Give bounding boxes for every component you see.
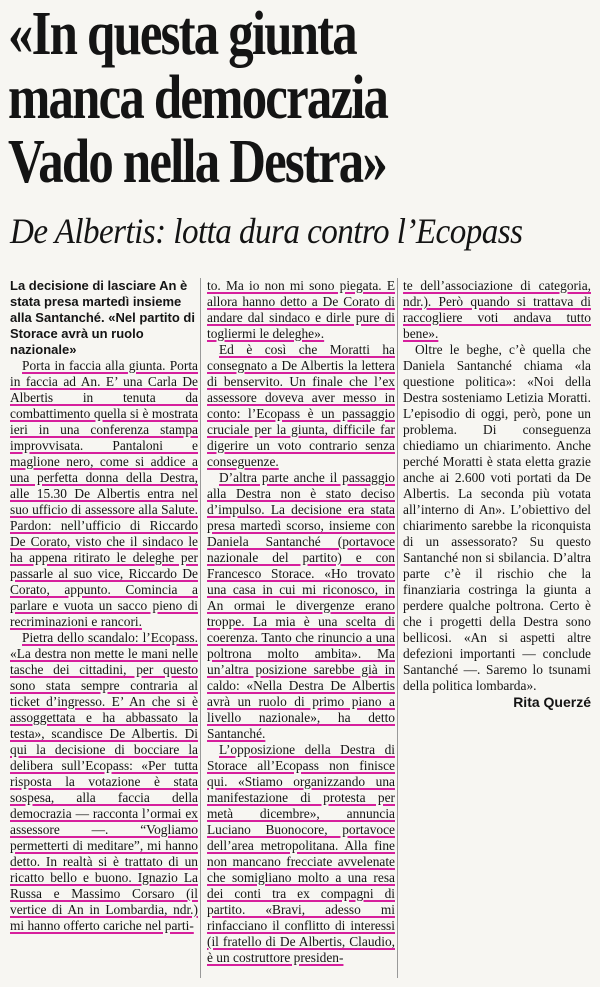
column-divider bbox=[200, 278, 201, 978]
paragraph: Oltre le beghe, c’è quella che Daniela Santanché chiama «la questione politica»: «Noi della Destra sosteniamo Letizia Moratti. L’episodio di oggi, però, pone un problema. Di conseguenza chiediamo un chiarimento. Anche perché Moratti è stata eletta grazie anche ai 2.600 voti portati da De Albertis. La seconda più votata all’interno di An». L’obiettivo del chiarimento sarebbe la riconquista di un assessorato? Su questo Santanché non si sbilancia. D’altra parte c’è il rischio che la finanziaria costringa la giunta a perdere qualche poltrona. Certo è che i progetti della Destra sono bellicosi. «An si aspetti altre defezioni importanti — conclude Santanché —. Saremo lo tsunami della politica lombarda». bbox=[403, 342, 591, 693]
column-1 bbox=[10, 278, 198, 934]
headline-line-2: manca democrazia bbox=[8, 64, 388, 132]
column-3 bbox=[403, 278, 591, 710]
column-divider bbox=[397, 278, 398, 978]
column-2 bbox=[207, 278, 395, 966]
paragraph: te dell’associazione di categoria, ndr.). Però quando si trattava di raccogliere voti andava tutto bene». bbox=[403, 278, 591, 341]
subheadline: De Albertis: lotta dura contro l’Ecopass bbox=[10, 211, 523, 251]
lead-summary: La decisione di lasciare An è stata presa martedì insieme alla Santanché. «Nel partito di Storace avrà un ruolo nazionale» bbox=[10, 278, 195, 357]
paragraph: Porta in faccia alla giunta. Porta in faccia ad An. E’ una Carla De Albertis in tenuta da combattimento quella si è mostrata ieri in una conferenza stampa improvvisata. Pantaloni e maglione nero, come si addice a una perfetta donna della Destra, alle 15.30 De Albertis entra nel suo ufficio di assessore alla Salute. Pardon: nell’ufficio di Riccardo De Corato, visto che il sindaco le ha appena ritirato le deleghe per passarle al suo vice, Riccardo De Corato, appunto. Comincia a parlare e vuota un sacco pieno di recriminazioni e rancori. bbox=[10, 358, 198, 629]
paragraph: Ed è così che Moratti ha consegnato a De Albertis la lettera di benservito. Un finale che l’ex assessore doveva aver messo in conto: l’Ecopass è un passaggio cruciale per la giunta, difficile far digerire un voto contrario senza conseguenze. bbox=[207, 342, 395, 469]
headline-line-1: «In questa giunta bbox=[8, 0, 356, 68]
paragraph: to. Ma io non mi sono piegata. E allora hanno detto a De Corato di andare dal sindaco e dirle pure di togliermi le deleghe». bbox=[207, 278, 395, 341]
paragraph: Pietra dello scandalo: l’Ecopass. «La destra non mette le mani nelle tasche dei cittadini, per questo sono stata sempre contraria al ticket d’ingresso. E’ An che si è assoggettata e ha abbassato la testa», scandisce De Albertis. Di qui la decisione di bocciare la delibera sull’Ecopass: «Per tutta risposta la votazione è stata sospesa, alla faccia della democrazia — racconta l’ormai ex assessore —. “Vogliamo permetterti di meditare”, mi hanno detto. In realtà si è trattato di un ricatto bello e buono. Ignazio La Russa e Massimo Corsaro (il vertice di An in Lombardia, ndr.) mi hanno offerto cariche nel parti- bbox=[10, 630, 198, 933]
headline bbox=[8, 2, 592, 194]
paragraph: D’altra parte anche il passaggio alla Destra non è stato deciso d’impulso. La decisione era stata presa martedì scorso, insieme con Daniela Santanché (portavoce nazionale del partito) e con Francesco Storace. «Ho trovato una casa in cui mi riconosco, in An ormai le divergenze erano troppe. La mia è una scelta di coerenza. Tanto che rinuncio a una poltrona molto ambita». Ma un’altra posizione sarebbe già in caldo: «Nella Destra De Albertis avrà un ruolo di primo piano a livello nazionale», ha detto Santanché. bbox=[207, 470, 395, 741]
byline: Rita Querzé bbox=[513, 694, 591, 710]
headline-line-3: Vado nella Destra» bbox=[8, 128, 387, 196]
paragraph: L’opposizione della Destra di Storace all’Ecopass non finisce qui. «Stiamo organizzando una manifestazione di protesta per metà dicembre», annuncia Luciano Buonocore, portavoce dell’area metropolitana. Alla fine non mancano frecciate avvelenate che somigliano molto a una resa dei conti tra ex compagni di partito. «Bravi, adesso mi rinfacciano il conflitto di interessi (il fratello di De Albertis, Claudio, è un costruttore presiden- bbox=[207, 742, 395, 965]
